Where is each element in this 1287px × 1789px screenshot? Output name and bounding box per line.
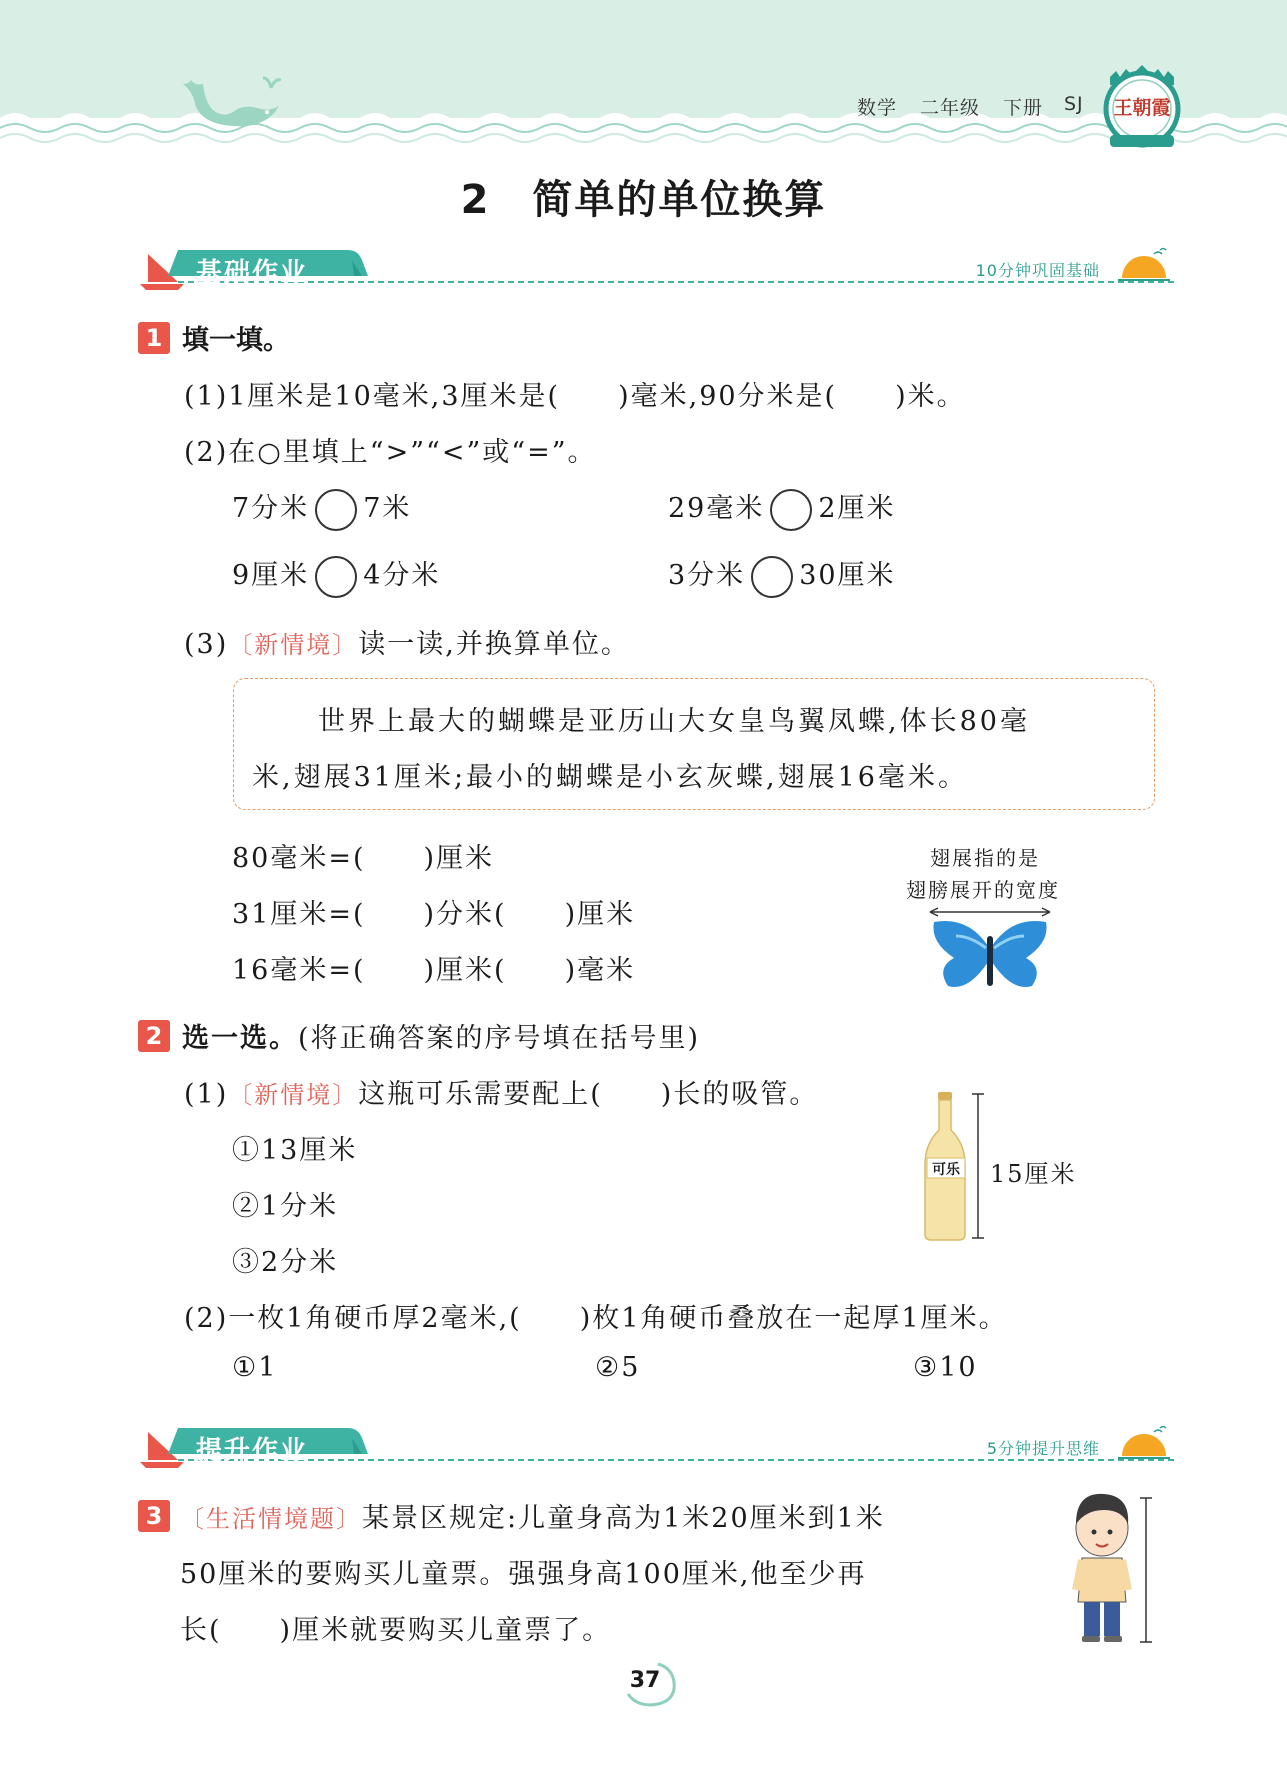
- conversion-1: 80毫米=( )厘米: [232, 843, 495, 874]
- section-basic-title: 基础作业: [196, 258, 309, 288]
- question-1-number: 1: [138, 322, 170, 354]
- q3-line-1-text: 某景区规定:儿童身高为1米20厘米到1米: [362, 1503, 885, 1534]
- q2-part2: (2)一枚1角硬币厚2毫米,( )枚1角硬币叠放在一起厚1厘米。: [184, 1303, 1008, 1334]
- brand-name: 王朝霞: [1113, 97, 1171, 119]
- bottle-length-label: 15厘米: [990, 1160, 1077, 1188]
- new-context-tag: 〔新情境〕: [228, 1081, 359, 1109]
- q1-part3-prefix: (3): [184, 629, 229, 660]
- compare-left: 9厘米: [232, 560, 310, 591]
- section-basic-bar: [138, 244, 1178, 292]
- wingspan-note-line-1: 翅展指的是: [930, 846, 1040, 870]
- compare-row-4: [668, 553, 896, 598]
- q2-part1: [184, 1072, 818, 1111]
- compare-left: 3分米: [668, 560, 746, 591]
- section-basic-note: 10分钟巩固基础: [975, 261, 1100, 280]
- sunset-icon: [1114, 1424, 1174, 1464]
- term-label: 下册: [1003, 97, 1044, 119]
- q1-part3: [184, 622, 630, 661]
- section-advanced-note: 5分钟提升思维: [986, 1439, 1100, 1458]
- passage-line-2: 米,翅展31厘米;最小的蝴蝶是小玄灰蝶,翅展16毫米。: [252, 762, 968, 793]
- q2-part2-option-1: ①1: [232, 1352, 278, 1383]
- compare-row-1: [232, 486, 411, 531]
- subject-label: 数学: [857, 97, 898, 119]
- sunset-icon: [1114, 246, 1174, 286]
- compare-circle-blank[interactable]: [315, 489, 357, 531]
- new-context-tag: 〔新情境〕: [228, 631, 359, 659]
- q1-part2: (2)在○里填上“>”“<”或“=”。: [184, 437, 597, 468]
- compare-left: 7分米: [232, 493, 310, 524]
- question-1-heading: 填一填。: [182, 325, 290, 356]
- reading-passage-box: [233, 678, 1155, 810]
- compare-right: 7米: [363, 493, 412, 524]
- question-2-number: 2: [138, 1020, 170, 1052]
- compare-left: 29毫米: [668, 493, 765, 524]
- compare-circle-blank[interactable]: [770, 489, 812, 531]
- page-title: 2 简单的单位换算: [460, 177, 827, 223]
- brand-logo: [1100, 57, 1184, 153]
- question-3-number: 3: [138, 1500, 170, 1532]
- compare-circle-blank[interactable]: [751, 556, 793, 598]
- page-number: 37: [629, 1668, 661, 1693]
- question-2-heading: 选一选。: [182, 1023, 298, 1054]
- passage-line-1: 世界上最大的蝴蝶是亚历山大女皇鸟翼凤蝶,体长80毫: [318, 706, 1030, 737]
- life-context-tag: 〔生活情境题〕: [180, 1505, 362, 1533]
- bottle-label: 可乐: [932, 1162, 960, 1178]
- question-2-heading-row: [182, 1016, 700, 1055]
- q2-part1-prefix: (1): [184, 1079, 229, 1110]
- q3-line-2: 50厘米的要购买儿童票。强强身高100厘米,他至少再: [180, 1559, 867, 1590]
- conversion-2: 31厘米=( )分米( )厘米: [232, 899, 636, 930]
- wingspan-note-line-2: 翅膀展开的宽度: [906, 878, 1060, 902]
- q1-part1: (1)1厘米是10毫米,3厘米是( )毫米,90分米是( )米。: [184, 381, 966, 412]
- q2-part2-option-3: ③10: [913, 1352, 978, 1383]
- q3-line-3: 长( )厘米就要购买儿童票了。: [180, 1615, 612, 1646]
- section-advanced-bar: [138, 1422, 1178, 1470]
- q2-option-1: ①13厘米: [232, 1135, 358, 1166]
- compare-right: 4分米: [363, 560, 441, 591]
- butterfly-icon: [926, 906, 1054, 1002]
- compare-row-3: [232, 553, 440, 598]
- q1-part3-text: 读一读,并换算单位。: [358, 629, 630, 660]
- compare-row-2: [668, 486, 896, 531]
- q2-option-2: ②1分米: [232, 1191, 339, 1222]
- q2-part2-option-2: ②5: [595, 1352, 641, 1383]
- compare-circle-blank[interactable]: [315, 556, 357, 598]
- q3-line-1: [180, 1496, 885, 1535]
- question-2-instruction: (将正确答案的序号填在括号里): [298, 1023, 701, 1054]
- compare-right: 30厘米: [799, 560, 896, 591]
- whale-icon: [175, 72, 285, 132]
- section-advanced-title: 提升作业: [196, 1436, 309, 1466]
- grade-label: 二年级: [920, 97, 981, 119]
- conversion-3: 16毫米=( )厘米( )毫米: [232, 955, 636, 986]
- q2-part1-text: 这瓶可乐需要配上( )长的吸管。: [358, 1079, 819, 1110]
- edition-label: SJ: [1064, 93, 1084, 115]
- boy-height-icon: [1064, 1490, 1164, 1650]
- q2-option-3: ③2分米: [232, 1247, 339, 1278]
- compare-right: 2厘米: [818, 493, 896, 524]
